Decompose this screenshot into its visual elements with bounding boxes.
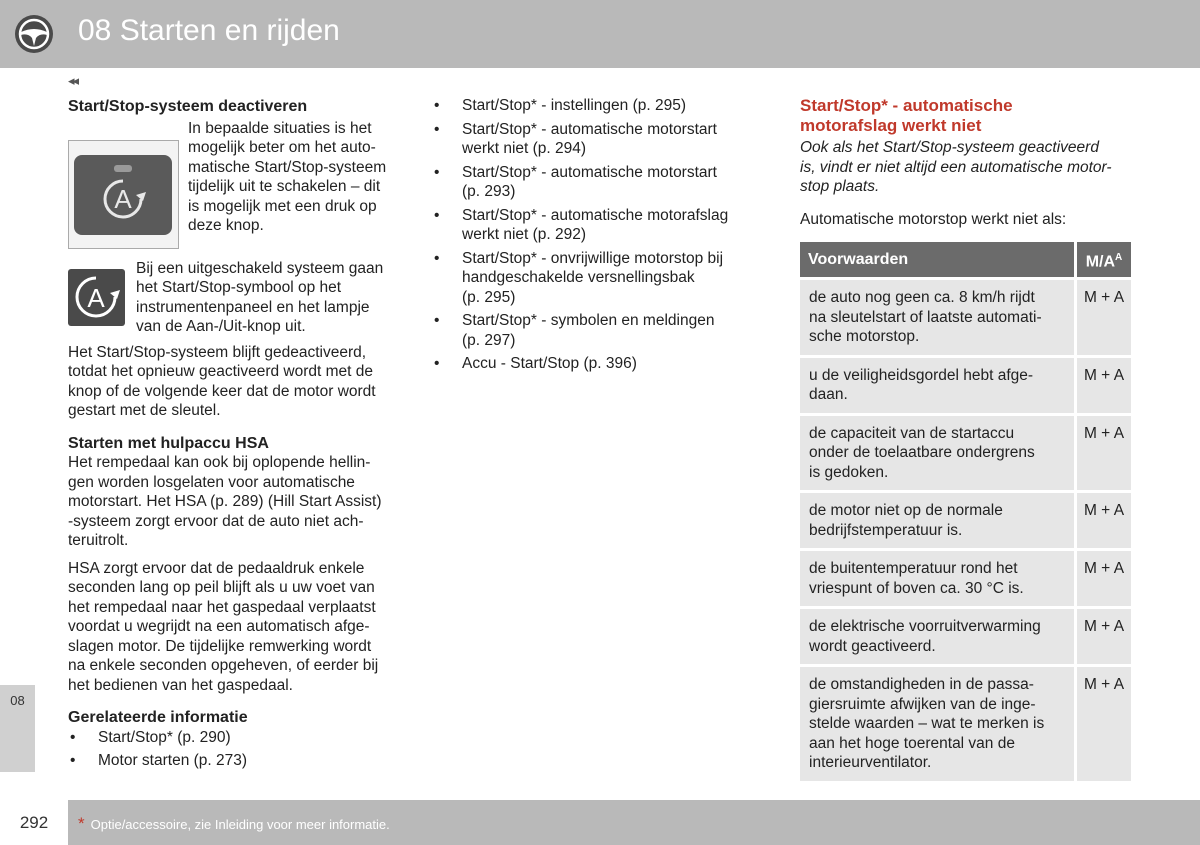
header-conditions: Voorwaarden — [800, 242, 1074, 277]
page-footer — [0, 800, 1200, 845]
column-2 — [432, 96, 762, 374]
related-list — [68, 728, 398, 771]
hsa2-line-2: seconden lang op peil blijft als u uw voet van — [68, 579, 375, 596]
intro-line-4: tijdelijk uit te schakelen – dit — [188, 178, 381, 195]
ma-cell: M + A — [1074, 493, 1131, 548]
list-item[interactable]: • Start/Stop* - symbolen en meldingen (p. 297) — [434, 312, 715, 349]
side-tab-label: 08 — [10, 693, 25, 708]
condition-cell: de auto nog geen ca. 8 km/h rijdt na sleutelstart of laatste automati- sche motorstop. — [800, 280, 1074, 355]
section-heading-motorafslag: Start/Stop* - automatische motorafslag werkt niet — [800, 96, 1013, 135]
table-row — [800, 493, 1131, 548]
para1-line-3: knop of de volgende keer dat de motor wordt — [68, 382, 376, 400]
section-heading-hsa: Starten met hulpaccu HSA — [68, 434, 269, 452]
start-stop-link-list — [432, 96, 762, 374]
table-lead: Automatische motorstop werkt niet als: — [800, 210, 1067, 228]
start-stop-button-image — [68, 140, 179, 249]
footer-note: * Optie/accessoire, zie Inleiding voor meer informatie. — [78, 814, 390, 833]
list-item[interactable]: • Start/Stop* - onvrijwillige motorstop bij handgeschakelde versnellingsbak (p. 295) — [434, 249, 724, 306]
svg-text:A: A — [114, 183, 132, 214]
header-ma: $M/A^A$ — [1074, 242, 1131, 277]
list-item[interactable]: • Start/Stop* - automatische motorafslag werkt niet (p. 292) — [434, 206, 729, 243]
table-row — [800, 667, 1131, 781]
hsa2-line-1: HSA zorgt ervoor dat de pedaaldruk enkele — [68, 559, 365, 577]
related-link-motor-starten[interactable]: • Motor starten (p. 273) — [70, 752, 248, 769]
table-row — [800, 358, 1131, 413]
back-arrows-icon[interactable]: ◂◂ — [68, 73, 78, 88]
section-heading-related: Gerelateerde informatie — [68, 709, 248, 726]
svg-text:A: A — [87, 282, 105, 313]
steering-wheel-icon — [14, 14, 54, 54]
symbol-line-2: het Start/Stop-symbool op het — [136, 279, 342, 296]
hsa1-line-1: Het rempedaal kan ook bij oplopende hellin- — [68, 454, 371, 471]
related-link-start-stop[interactable]: • Start/Stop* (p. 290) — [70, 728, 231, 746]
chapter-title: 08 Starten en rijden — [78, 14, 340, 47]
hsa1-line-3: motorstart. Het HSA (p. 289) (Hill Start Assist) — [68, 493, 382, 510]
list-item[interactable]: • Start/Stop* - automatische motorstart (p. 293) — [434, 163, 717, 200]
hsa1-line-2: gen worden losgelaten voor automatische — [68, 473, 355, 491]
table-header-row — [800, 242, 1131, 277]
para1-line-4: gestart met de sleutel. — [68, 402, 221, 419]
ma-cell: M + A — [1074, 667, 1131, 781]
hsa2-line-7: het bedienen van het gaspedaal. — [68, 676, 293, 694]
intro-line-5: is mogelijk met een druk op — [188, 197, 377, 215]
auto-start-stop-icon — [74, 155, 172, 235]
hsa1-line-5: teruitrolt. — [68, 532, 129, 549]
section-heading-deactivate: Start/Stop-systeem deactiveren — [68, 98, 308, 115]
page-number: 292 — [0, 800, 68, 845]
list-item[interactable]: • Start/Stop* - instellingen (p. 295) — [434, 97, 687, 114]
table-row — [800, 280, 1131, 355]
ma-cell: M + A — [1074, 551, 1131, 606]
hsa1-line-4: -systeem zorgt ervoor dat de auto niet ach- — [68, 512, 364, 530]
intro-line-3: matische Start/Stop-systeem — [188, 158, 387, 176]
symbol-line-3: instrumentenpaneel en het lampje — [136, 298, 370, 316]
ma-cell: M + A — [1074, 358, 1131, 413]
footer-bar — [68, 800, 1200, 845]
hsa2-line-5: slagen motor. De tijdelijke remwerking wordt — [68, 637, 372, 655]
condition-cell: de elektrische voorruitverwarming wordt geactiveerd. — [800, 609, 1074, 664]
footnote-star: * — [78, 814, 85, 833]
condition-cell: de omstandigheden in de passa- giersruimte afwijken van de inge- stelde waarden – wat te merken is aan het hoge toerental van de interieurventilator. — [800, 667, 1074, 781]
condition-cell: de buitentemperatuur rond het vriespunt of boven ca. 30 °C is. — [800, 551, 1074, 606]
hsa2-line-6: na enkele seconden opgeheven, of eerder bij — [68, 657, 379, 674]
condition-cell: u de veiligheidsgordel hebt afge- daan. — [800, 358, 1074, 413]
para1-line-2: totdat het opnieuw geactiveerd wordt met de — [68, 363, 374, 380]
table-row — [800, 609, 1131, 664]
ma-cell: M + A — [1074, 609, 1131, 664]
intro-italic: Ook als het Start/Stop-systeem geactiveerd is, vindt er niet altijd een automatische motor- stop plaats. — [800, 139, 1112, 195]
table-row — [800, 551, 1131, 606]
hsa2-line-3: het rempedaal naar het gaspedaal verplaatst — [68, 598, 376, 616]
column-3 — [800, 96, 1130, 784]
page-header — [0, 0, 1200, 68]
hsa2-line-4: voordat u wegrijdt na een automatisch afge- — [68, 618, 370, 635]
ma-cell: M + A — [1074, 280, 1131, 355]
list-item[interactable]: • Accu - Start/Stop (p. 396) — [434, 355, 637, 372]
chapter-side-tab[interactable] — [0, 685, 35, 772]
table-row — [800, 416, 1131, 491]
condition-cell: de motor niet op de normale bedrijfstemperatuur is. — [800, 493, 1074, 548]
intro-line-6: deze knop. — [188, 217, 264, 234]
list-item[interactable]: • Start/Stop* - automatische motorstart werkt niet (p. 294) — [434, 120, 717, 157]
column-1 — [68, 97, 398, 771]
conditions-table — [800, 239, 1131, 784]
intro-line-1: In bepaalde situaties is het — [188, 119, 372, 137]
intro-line-2: mogelijk beter om het auto- — [188, 139, 376, 156]
symbol-line-4: van de Aan-/Uit-knop uit. — [136, 318, 306, 335]
symbol-line-1: Bij een uitgeschakeld systeem gaan — [136, 259, 384, 277]
start-stop-symbol-icon — [68, 269, 125, 326]
para1-line-1: Het Start/Stop-systeem blijft gedeactiveerd, — [68, 343, 367, 361]
condition-cell: de capaciteit van de startaccu onder de toelaatbare ondergrens is gedoken. — [800, 416, 1074, 491]
ma-cell: M + A — [1074, 416, 1131, 491]
